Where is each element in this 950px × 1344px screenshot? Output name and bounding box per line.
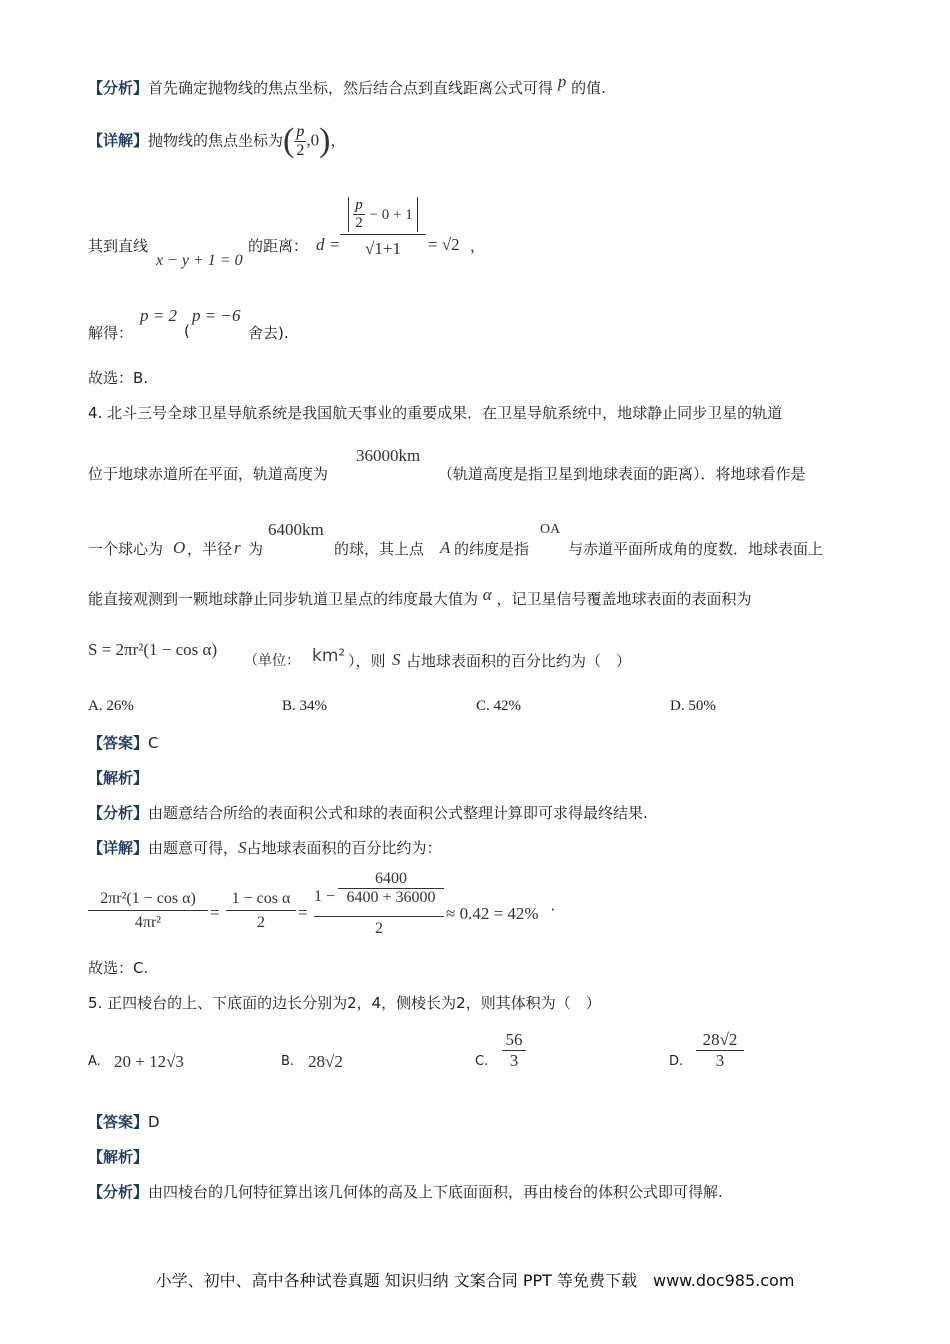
distance-result: = √2 — [428, 235, 460, 254]
q4-stem-text-5b: ），则 — [348, 652, 386, 670]
q3-answer-line: 故选：B. — [88, 369, 149, 387]
detail-text: 抛物线的焦点坐标为 — [148, 131, 284, 150]
q4-stem-text-3d: 的球，其上点 — [334, 540, 425, 558]
explain-tag: 【解析】 — [88, 769, 149, 787]
var-S: S — [392, 650, 401, 669]
q4-detail — [88, 837, 442, 858]
var-r: r — [234, 538, 241, 557]
calc-equals-1: = — [210, 903, 220, 922]
footer-banner: 小学、初中、高中各种试卷真题 知识归纳 文案合同 PPT 等免费下载 www.doc985.com — [155, 1271, 795, 1290]
focus-rest: ,0 — [306, 130, 320, 150]
calc-fraction-1: 2πr²(1 − cos α) 4πr² — [88, 890, 208, 932]
q4-analysis — [88, 802, 648, 823]
answer-value: C — [148, 734, 159, 752]
unit-km2: km² — [312, 646, 346, 666]
solve-paren: ( — [184, 322, 190, 340]
distance-fraction — [340, 197, 426, 259]
var-p: p — [557, 72, 567, 91]
q4-option-a: A. 26% — [88, 698, 134, 714]
solve-p: p = 2 — [140, 306, 177, 325]
focus-fraction: $\frac{p}{2}$ — [296, 122, 305, 159]
analysis-tag: 【分析】 — [88, 804, 149, 822]
distance-d: d = — [316, 235, 341, 254]
q4-stem-text-5c: 占地球表面积的百分比约为（ ） — [406, 652, 632, 670]
q4-answer — [88, 732, 159, 753]
q4-explain — [88, 767, 148, 788]
explain-tag: 【解析】 — [88, 1148, 149, 1166]
q5-option-d-label: D. — [669, 1054, 684, 1069]
answer-tag: 【答案】 — [88, 1113, 149, 1131]
var-A: A — [440, 538, 451, 557]
distance-end: ， — [470, 237, 486, 255]
q4-stem-text-2a: 位于地球赤道所在平面，轨道高度为 — [88, 465, 329, 483]
q4-stem-line-1 — [88, 402, 782, 423]
q5-option-d: 28√2 3 — [696, 1030, 744, 1071]
analysis-tag: 【分析】 — [88, 1183, 149, 1201]
detail-tag: 【详解】 — [88, 839, 149, 857]
analysis-text: 首先确定抛物线的焦点坐标，然后结合点到直线距离公式可得 — [148, 79, 554, 97]
var-O: O — [173, 538, 186, 557]
var-S: S — [238, 838, 247, 857]
q4-stem-text-4a: 能直接观测到一颗地球静止同步轨道卫星点的纬度最大值为 — [88, 590, 479, 608]
analysis-tag: 【分析】 — [88, 79, 149, 97]
q4-stem-text-3e: 的纬度是指 — [454, 540, 530, 558]
q4-option-b: B. 34% — [282, 698, 327, 714]
q3-detail-line — [88, 122, 345, 160]
q5-option-a-label: A. — [88, 1054, 101, 1069]
q5-stem — [88, 992, 601, 1013]
analysis-end: 的值. — [571, 79, 606, 97]
q5-number: 5. — [88, 994, 103, 1012]
q5-option-a: 20 + 12√3 — [114, 1052, 184, 1071]
q4-option-d: D. 50% — [670, 698, 716, 714]
earth-radius: 6400km — [268, 520, 324, 539]
solve-prefix: 解得： — [88, 324, 134, 342]
q4-option-c: C. 42% — [476, 698, 521, 714]
q4-stem-text-4b: ，记卫星信号覆盖地球表面的表面积为 — [496, 590, 752, 608]
abs-value: $\frac{p}{2}$ − 0 + 1 — [348, 197, 417, 232]
q5-answer — [88, 1111, 160, 1132]
calc-dot: · — [550, 900, 556, 919]
q4-stem-text-3f: 与赤道平面所成角的度数．地球表面上 — [568, 540, 824, 558]
distance-prefix: 其到直线 — [88, 237, 149, 255]
detail-end: ， — [330, 131, 346, 150]
left-paren: ( — [283, 122, 295, 159]
q5-option-b: 28√2 — [308, 1052, 343, 1071]
q5-option-b-label: B. — [281, 1054, 295, 1069]
q5-explain — [88, 1146, 148, 1167]
analysis-text: 由四棱台的几何特征算出该几何体的高及上下底面面积，再由棱台的体积公式即可得解. — [148, 1183, 723, 1201]
detail-tag: 【详解】 — [88, 131, 149, 150]
solve-neg: p = −6 — [192, 306, 241, 325]
q4-number: 4. — [88, 404, 103, 422]
q4-stem-text-3b: ，半径 — [187, 540, 233, 558]
q4-stem-text-2b: （轨道高度是指卫星到地球表面的距离）．将地球看作是 — [438, 465, 806, 483]
q5-option-c: 56 3 — [502, 1030, 526, 1071]
q4-stem-text-3c: 为 — [248, 540, 264, 558]
calc-fraction-3: 1 − 6400 6400 + 36000 2 — [314, 870, 444, 938]
q4-stem-text-3a: 一个球心为 — [88, 540, 164, 558]
answer-tag: 【答案】 — [88, 734, 149, 752]
right-paren: ) — [319, 122, 331, 159]
q5-analysis — [88, 1181, 723, 1202]
distance-denominator: √1+1 — [340, 234, 426, 259]
orbit-height: 36000km — [356, 446, 421, 465]
var-OA: OA — [540, 522, 561, 537]
solve-discard: 舍去). — [248, 324, 289, 342]
calc-result: ≈ 0.42 = 42% — [446, 904, 539, 923]
q4-stem-text-1: 北斗三号全球卫星导航系统是我国航天事业的重要成果．在卫星导航系统中，地球静止同步卫星的轨道 — [107, 404, 783, 422]
q5-option-c-label: C. — [475, 1054, 489, 1069]
distance-mid: 的距离： — [248, 237, 309, 255]
q4-answer-line: 故选：C. — [88, 959, 149, 977]
calc-fraction-2: 1 − cos α 2 — [226, 890, 296, 932]
var-alpha: α — [482, 585, 492, 604]
q5-stem-text: 正四棱台的上、下底面的边长分别为2，4，侧棱长为2，则其体积为（ ） — [107, 994, 601, 1012]
calc-equals-2: = — [298, 903, 308, 922]
detail-text-a: 由题意可得， — [148, 839, 239, 857]
detail-text-b: 占地球表面积的百分比约为： — [246, 839, 442, 857]
formula-S: S = 2πr²(1 − cos α) — [88, 640, 218, 659]
q3-analysis-line — [88, 72, 606, 98]
q4-stem-text-5a: （单位： — [244, 653, 300, 669]
q4-stem-line-4 — [88, 585, 752, 609]
answer-value: D — [148, 1113, 160, 1131]
analysis-text: 由题意结合所给的表面积公式和球的表面积公式整理计算即可求得最终结果. — [148, 804, 648, 822]
line-equation: x − y + 1 = 0 — [156, 252, 243, 269]
